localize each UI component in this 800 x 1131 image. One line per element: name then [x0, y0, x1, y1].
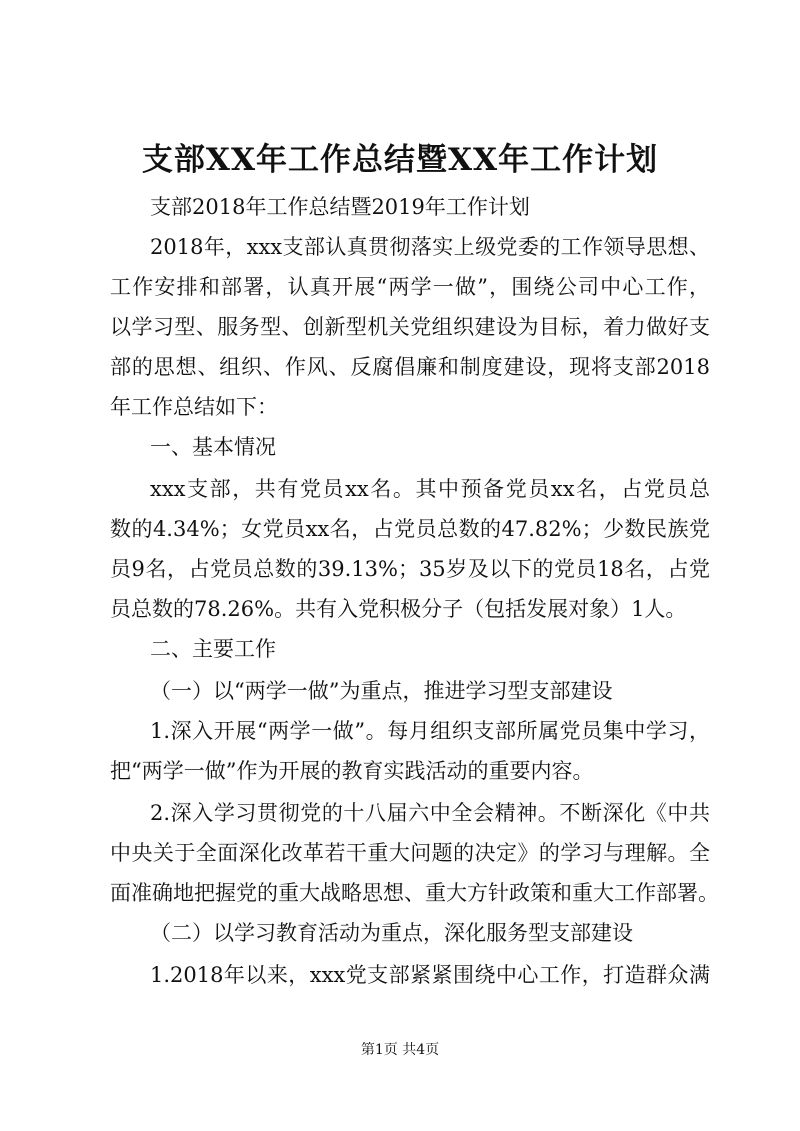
subsection-heading: （一）以“两学一做”为重点，推进学习型支部建设 [150, 679, 613, 703]
paragraph-line: 2018年，xxx支部认真贯彻落实上级党委的工作领导思想、 [150, 235, 710, 259]
document-title: 支部XX年工作总结暨XX年工作计划 [141, 142, 659, 178]
subsection-heading: （二）以学习教育活动为重点，深化服务型支部建设 [150, 921, 633, 945]
paragraph-line: 中央关于全面深化改革若干重大问题的决定》的学习与理解。全 [110, 841, 710, 865]
paragraph-line: 面准确地把握党的重大战略思想、重大方针政策和重大工作部署。 [110, 881, 719, 905]
paragraph-line: 员9名，占党员总数的39.13%；35岁及以下的党员18名，占党 [110, 557, 710, 581]
paragraph-line: 1.2018年以来，xxx党支部紧紧围绕中心工作，打造群众满 [150, 963, 710, 987]
page-footer: 第1页 共4页 [360, 1042, 440, 1058]
paragraph-line: 工作安排和部署，认真开展“两学一做”，围绕公司中心工作， [110, 275, 710, 299]
section-heading: 二、主要工作 [150, 637, 276, 661]
paragraph-line: 数的4.34%；女党员xx名，占党员总数的47.82%；少数民族党 [110, 517, 710, 541]
paragraph-line: 把“两学一做”作为开展的教育实践活动的重要内容。 [110, 759, 594, 783]
paragraph-line: 部的思想、组织、作风、反腐倡廉和制度建设，现将支部2018 [110, 355, 710, 379]
paragraph-line: 以学习型、服务型、创新型机关党组织建设为目标，着力做好支 [110, 315, 710, 339]
section-heading: 一、基本情况 [150, 435, 276, 459]
paragraph-line: 年工作总结如下： [110, 395, 278, 419]
paragraph-line: 员总数的78.26%。共有入党积极分子（包括发展对象）1人。 [110, 597, 687, 621]
paragraph-line: 1.深入开展“两学一做”。每月组织支部所属党员集中学习， [150, 719, 710, 743]
subtitle-line: 支部2018年工作总结暨2019年工作计划 [150, 195, 530, 219]
paragraph-line: 2.深入学习贯彻党的十八届六中全会精神。不断深化《中共 [150, 801, 710, 825]
paragraph-line: xxx支部，共有党员xx名。其中预备党员xx名，占党员总 [150, 477, 710, 501]
